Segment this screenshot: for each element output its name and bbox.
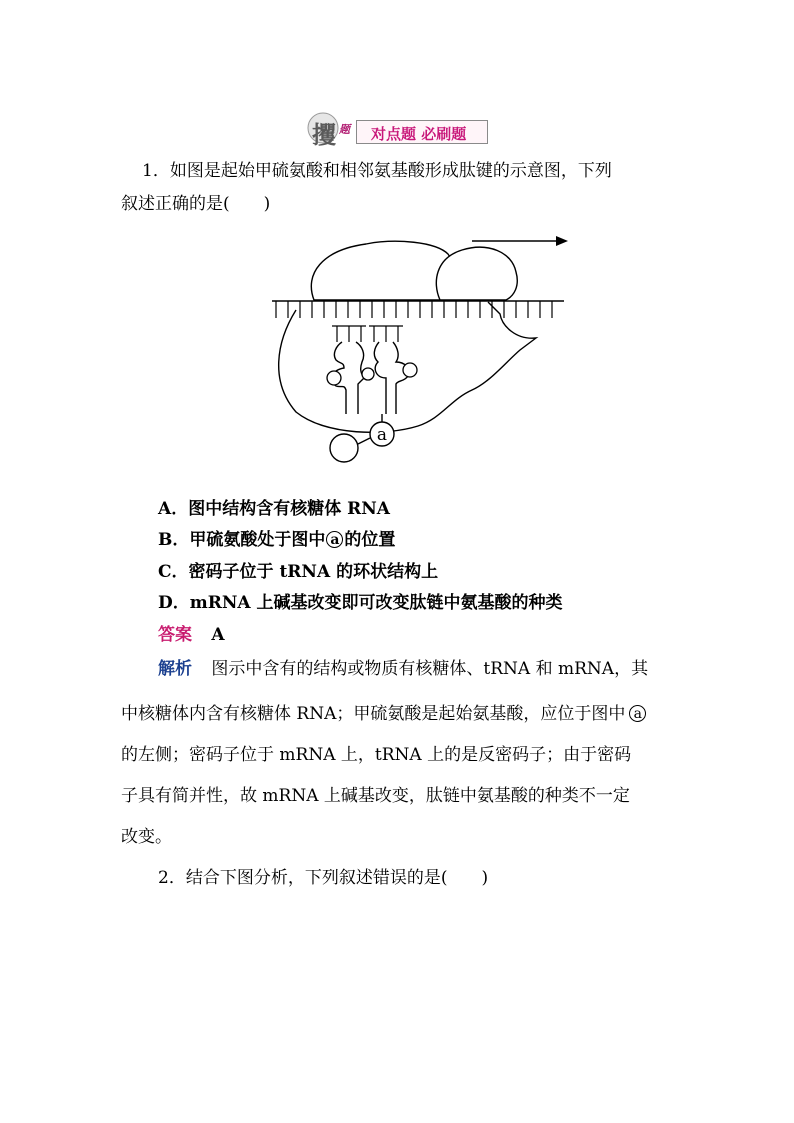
analysis-line3: 的左侧；密码子位于 mRNA 上，tRNA 上的是反密码子；由于密码: [121, 745, 632, 765]
mrna-bases: [276, 301, 552, 318]
circled-a-mark: a: [629, 705, 646, 722]
q1-stem-line1: 1．如图是起始甲硫氨酸和相邻氨基酸形成肽键的示意图，下列: [142, 161, 612, 181]
analysis-text1: 图示中含有的结构或物质有核糖体、tRNA 和 mRNA，其: [211, 659, 649, 679]
direction-arrowhead: [556, 236, 568, 246]
option-b-text2: 的位置: [344, 530, 396, 550]
option-b: [158, 529, 395, 551]
option-c: C．密码子位于 tRNA 的环状结构上: [158, 562, 439, 582]
section-banner: [306, 111, 488, 149]
ribosome-upper-left-lobe: [311, 241, 452, 300]
analysis-text2: 中核糖体内含有核糖体 RNA；甲硫氨酸是起始氨基酸，应位于图中: [121, 704, 626, 724]
option-a: A．图中结构含有核糖体 RNA: [158, 499, 390, 519]
trna-right-arm: [374, 342, 386, 414]
banner-logo: [306, 111, 350, 149]
trna-right-stem: [393, 342, 409, 414]
trna-loop: [327, 371, 341, 385]
anticodon-bases: [332, 326, 403, 342]
banner-logo-char: 攫: [312, 120, 336, 149]
option-d: D．mRNA 上碱基改变即可改变肽链中氨基酸的种类: [158, 593, 563, 613]
ribosome-translation-figure: [236, 222, 596, 484]
analysis-label: 解析: [158, 659, 192, 679]
banner-title: 对点题 必刷题: [371, 125, 467, 143]
banner-label-box: [356, 120, 488, 144]
amino-acid-a-label: a: [376, 425, 388, 445]
banner-logo-sub: 题: [339, 123, 350, 136]
q1-stem-line2: 叙述正确的是( ): [121, 194, 271, 214]
option-b-text1: B．甲硫氨酸处于图中: [158, 530, 326, 550]
analysis-line1: [158, 658, 648, 680]
trna-loop: [362, 368, 374, 380]
analysis-line4: 子具有简并性，故 mRNA 上碱基改变，肽链中氨基酸的种类不一定: [121, 786, 630, 806]
analysis-line5: 改变。: [121, 827, 172, 847]
answer-label: 答案: [158, 625, 192, 645]
q2-stem: 2．结合下图分析，下列叙述错误的是( ): [158, 868, 489, 888]
amino-acid-methionine: [330, 434, 358, 462]
peptide-link: [358, 438, 370, 444]
answer-value: A: [211, 625, 225, 645]
answer-row: [158, 624, 225, 646]
analysis-line2: [121, 703, 647, 725]
trna-loop: [403, 363, 417, 377]
circled-a-mark: a: [326, 531, 343, 548]
